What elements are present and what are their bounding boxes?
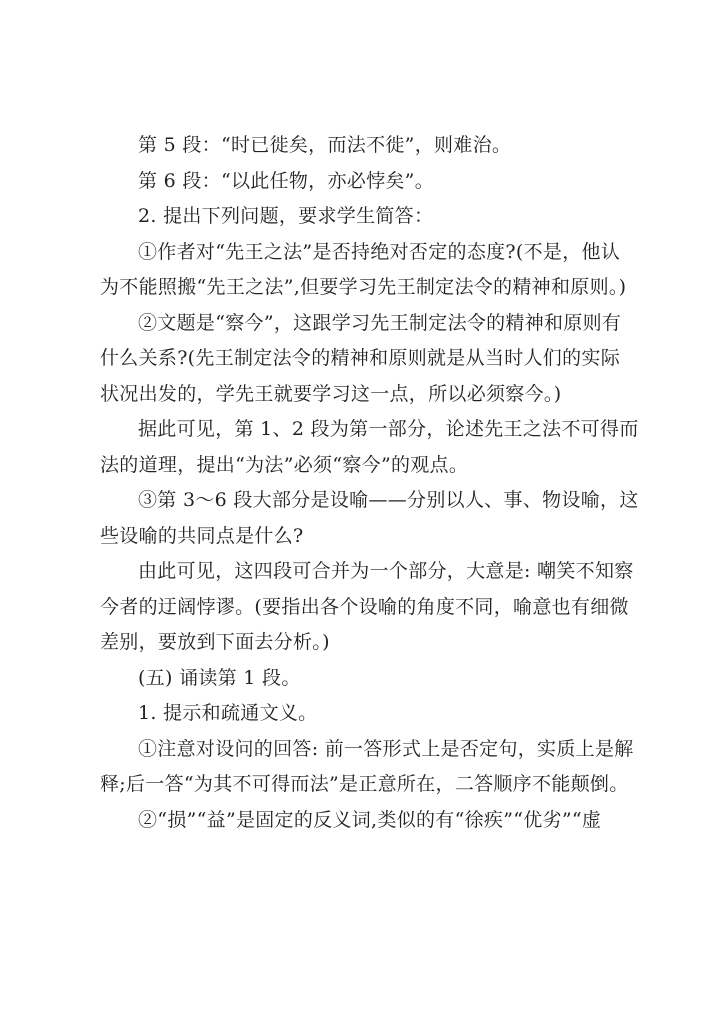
paragraph [100,199,660,235]
text-line: 法的道理，提出“为法”必须“察今”的观点。 [100,453,469,476]
text-line: 些设喻的共同点是什么? [100,524,304,547]
text-line: 2. 提出下列问题，要求学生简答： [138,205,434,227]
paragraph [100,696,660,732]
text-line: 为不能照搬“先王之法”,但要学习先王制定法令的精神和原则。) [100,276,627,298]
text-line: 释;后一答“为其不可得而法”是正意所在，二答顺序不能颠倒。 [100,773,629,795]
text-line: 什么关系?(先王制定法令的精神和原则就是从当时人们的实际 [100,347,621,369]
paragraph [100,306,660,413]
text-line: 由此可见，这四段可合并为一个部分，大意是: 嘲笑不知察 [138,560,634,582]
text-line: (五) 诵读第 1 段。 [138,666,301,689]
paragraph [100,235,660,306]
paragraph [100,732,660,803]
paragraph [100,661,660,697]
text-line: ②“损”“益”是固定的反义词,类似的有“徐疾”“优劣”“虚 [138,808,602,831]
paragraph [100,483,660,554]
paragraph [100,803,660,839]
text-line: 第 6 段：“以此任物，亦必悖矣”。 [138,169,434,192]
text-line: ③第 3～6 段大部分是设喻——分别以人、事、物设喻，这 [138,489,639,511]
text-line: 今者的迂阔悖谬。(要指出各个设喻的角度不同，喻意也有细微 [100,595,629,618]
text-line: ②文题是“察今”，这跟学习先王制定法令的精神和原则有 [138,311,622,334]
paragraph [100,164,660,200]
text-line: ①作者对“先王之法”是否持绝对否定的态度?(不是，他认 [138,240,621,263]
paragraph [100,554,660,661]
paragraph [100,412,660,483]
paragraph [100,128,660,164]
text-line: 第 5 段：“时已徙矣，而法不徙”，则难治。 [138,134,512,156]
text-line: 差别，要放到下面去分析。) [100,631,330,653]
text-line: 1. 提示和疏通文义。 [138,702,318,724]
document-body [100,128,660,838]
text-line: 状况出发的，学先王就要学习这一点，所以必须察今。) [100,382,562,405]
text-line: ①注意对设问的回答: 前一答形式上是否定句，实质上是解 [138,737,634,760]
text-line: 据此可见，第 1、2 段为第一部分，论述先王之法不可得而 [138,418,639,440]
